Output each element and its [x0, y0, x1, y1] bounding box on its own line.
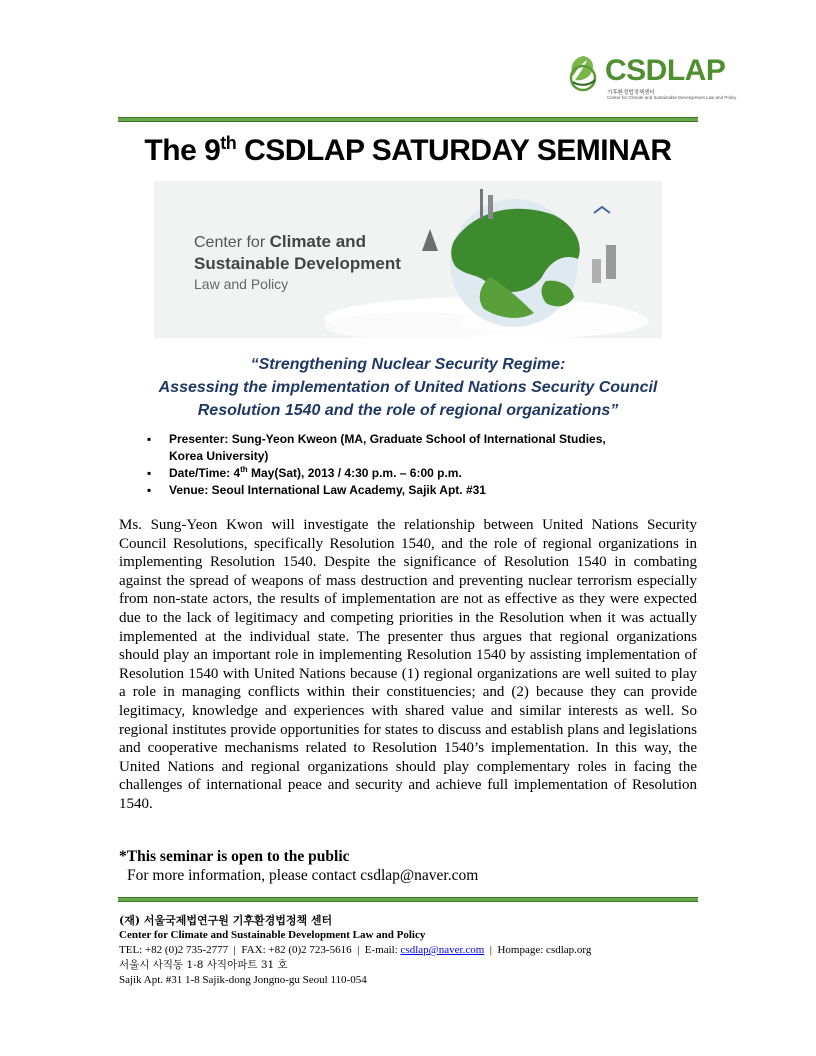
- address-en: Sajik Apt. #31 1-8 Sajik-dong Jongno-gu Seoul 110-054: [119, 974, 367, 986]
- presenter-item: ▪ Presenter: Sung-Yeon Kweon (MA, Graduate School of International Studies, Korea University): [147, 431, 667, 465]
- csdlap-logo: [563, 48, 737, 106]
- logo-subtitle-kr: 기후환경법정책센터: [607, 90, 655, 96]
- contact-row: TEL: +82 (0)2 735-2777 | FAX: +82 (0)2 723-5616 | E-mail: csdlap@naver.com | Hompage: csdlap.org: [119, 944, 592, 956]
- bottom-divider: [118, 897, 698, 902]
- page-title: The 9th CSDLAP SATURDAY SEMINAR: [144, 133, 672, 167]
- seminar-details: [147, 431, 667, 499]
- seminar-topic: “Strengthening Nuclear Security Regime: Assessing the implementation of United Nations Security Council Resolution 1540 and the role of regional organizations”: [158, 356, 658, 419]
- banner-caption: Center for Climate and Sustainable Development Law and Policy: [194, 232, 401, 292]
- homepage-text: Hompage: csdlap.org: [497, 944, 592, 956]
- notice-heading: *This seminar is open to the public: [119, 848, 350, 865]
- venue-item: ▪ Venue: Seoul International Law Academy, Sajik Apt. #31: [147, 482, 667, 499]
- org-name-en: Center for Climate and Sustainable Development Law and Policy: [119, 929, 426, 941]
- banner-image: [154, 181, 662, 338]
- logo-subtitle-en: Center for Climate and Sustainable Development Law and Policy: [607, 95, 737, 100]
- seminar-description: Ms. Sung-Yeon Kwon will investigate the relationship between United Nations Security Council Resolutions, specifically Resolution 1540, and the role of regional organizations in implementing Resolution 1540. Despite the significance of Resolution 1540 in combating against the spread of weapons of mass destruction and preventing nuclear terrorism especially from non-state actors, the results of implementation are not as effective as they were expected due to the lack of legitimacy and competing priorities in the Resolution when it was actually implemented at the individual state. The presenter thus argues that regional organizations should play an important role in implementing Resolution 1540 by assisting implementation of Resolution 1540 with United Nations because (1) regional organizations are well suited to play a role in managing conflicts within their constituencies; and (2) because they can provide legitimacy, knowledge and experiences with shared value and similar interests as well. So regional institutes provide opportunities for states to discuss and establish plans and legislations and cooperative mechanisms related to Resolution 1540’s implementation. In this way, the United Nations and regional organizations should play complementary roles in facing the challenges of international peace and security and achieve full implementation of Resolution 1540.: [119, 517, 697, 812]
- logo-wordmark: CSDLAP: [605, 54, 726, 87]
- footer: [119, 913, 719, 988]
- email-link[interactable]: csdlap@naver.com: [400, 944, 485, 956]
- address-kr: 서울시 사직동 1-8 사직아파트 31 호: [119, 959, 288, 971]
- globe-leaf-icon: [563, 52, 603, 94]
- contact-line: For more information, please contact csdlap@naver.com: [127, 867, 479, 884]
- top-divider: [118, 117, 698, 122]
- public-notice: [119, 847, 478, 885]
- datetime-item: ▪ Date/Time: 4th May(Sat), 2013 / 4:30 p.m. – 6:00 p.m.: [147, 465, 667, 482]
- org-name-kr: (재) 서울국제법연구원 기후환경법정책 센터: [119, 914, 333, 927]
